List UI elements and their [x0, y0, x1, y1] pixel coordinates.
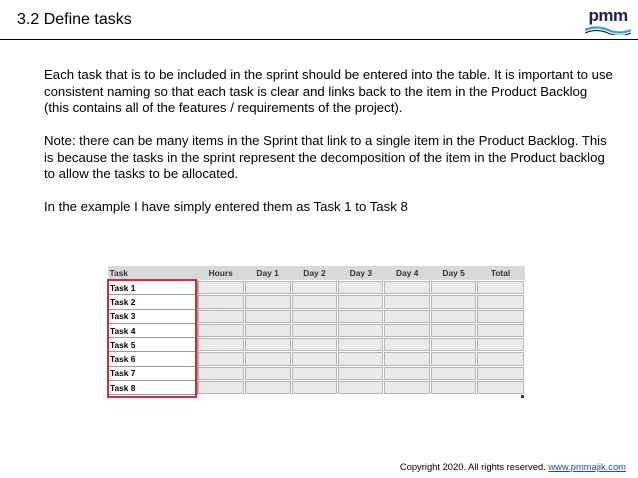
data-cell[interactable]	[477, 295, 525, 309]
data-cell[interactable]	[291, 309, 338, 323]
data-cell[interactable]	[197, 338, 244, 352]
column-header-day-2: Day 2	[291, 266, 338, 281]
selection-handle[interactable]	[521, 395, 524, 398]
pmm-logo	[583, 6, 633, 36]
task-name-cell[interactable]: Task 2	[108, 295, 198, 309]
data-cell[interactable]	[384, 338, 431, 352]
data-cell[interactable]	[291, 281, 338, 295]
data-cell[interactable]	[197, 381, 244, 395]
data-cell[interactable]	[338, 281, 384, 295]
column-header-day-1: Day 1	[244, 266, 291, 281]
data-cell[interactable]	[197, 323, 244, 337]
data-cell[interactable]	[338, 338, 384, 352]
data-cell[interactable]	[244, 366, 291, 380]
data-cell[interactable]	[384, 281, 431, 295]
data-cell[interactable]	[477, 352, 525, 366]
data-cell[interactable]	[431, 338, 477, 352]
data-cell[interactable]	[384, 309, 431, 323]
task-name-cell[interactable]: Task 8	[108, 381, 198, 395]
column-header-day-4: Day 4	[384, 266, 431, 281]
data-cell[interactable]	[431, 281, 477, 295]
task-name-cell[interactable]: Task 1	[108, 281, 198, 295]
data-cell[interactable]	[244, 323, 291, 337]
data-cell[interactable]	[338, 309, 384, 323]
data-cell[interactable]	[338, 352, 384, 366]
data-cell[interactable]	[197, 309, 244, 323]
data-cell[interactable]	[197, 366, 244, 380]
data-cell[interactable]	[291, 352, 338, 366]
data-cell[interactable]	[244, 352, 291, 366]
header-divider	[0, 39, 638, 40]
data-cell[interactable]	[291, 323, 338, 337]
data-cell[interactable]	[477, 323, 525, 337]
data-cell[interactable]	[291, 338, 338, 352]
data-cell[interactable]	[197, 295, 244, 309]
data-cell[interactable]	[384, 381, 431, 395]
data-cell[interactable]	[431, 366, 477, 380]
slide-title: 3.2 Define tasks	[17, 11, 132, 28]
paragraph-example: In the example I have simply entered them as Task 1 to Task 8	[44, 199, 408, 214]
column-header-total: Total	[477, 266, 525, 281]
column-header-hours: Hours	[197, 266, 244, 281]
data-cell[interactable]	[338, 381, 384, 395]
data-cell[interactable]	[244, 281, 291, 295]
data-cell[interactable]	[384, 323, 431, 337]
task-column-highlight	[107, 279, 197, 398]
logo-text: pmm	[588, 6, 628, 25]
data-cell[interactable]	[431, 309, 477, 323]
data-cell[interactable]	[384, 295, 431, 309]
data-cell[interactable]	[244, 309, 291, 323]
task-name-cell[interactable]: Task 7	[108, 366, 198, 380]
task-name-cell[interactable]: Task 5	[108, 338, 198, 352]
footer	[400, 461, 626, 472]
data-cell[interactable]	[431, 352, 477, 366]
task-name-cell[interactable]: Task 4	[108, 323, 198, 337]
data-cell[interactable]	[244, 381, 291, 395]
data-cell[interactable]	[291, 366, 338, 380]
column-header-day-3: Day 3	[338, 266, 384, 281]
data-cell[interactable]	[291, 295, 338, 309]
data-cell[interactable]	[384, 352, 431, 366]
website-link[interactable]: www.pmmajik.com	[548, 461, 626, 472]
data-cell[interactable]	[291, 381, 338, 395]
data-cell[interactable]	[477, 338, 525, 352]
data-cell[interactable]	[338, 323, 384, 337]
data-cell[interactable]	[431, 381, 477, 395]
column-header-task: Task	[108, 266, 198, 281]
task-name-cell[interactable]: Task 3	[108, 309, 198, 323]
data-cell[interactable]	[197, 352, 244, 366]
data-cell[interactable]	[244, 338, 291, 352]
data-cell[interactable]	[197, 281, 244, 295]
body-text	[44, 67, 614, 232]
data-cell[interactable]	[477, 281, 525, 295]
task-name-cell[interactable]: Task 6	[108, 352, 198, 366]
paragraph-note: Note: there can be many items in the Sprint that link to a single item in the Product Backlog. This is because the tasks in the sprint represent the decomposition of the item in the Product backlog to allow the tasks to be allocated.	[44, 133, 607, 181]
data-cell[interactable]	[384, 366, 431, 380]
copyright-text: Copyright 2020. All rights reserved.	[399, 461, 549, 472]
column-header-day-5: Day 5	[431, 266, 477, 281]
data-cell[interactable]	[477, 381, 525, 395]
data-cell[interactable]	[477, 309, 525, 323]
logo-wave-icon	[585, 25, 631, 35]
data-cell[interactable]	[338, 366, 384, 380]
data-cell[interactable]	[431, 295, 477, 309]
data-cell[interactable]	[338, 295, 384, 309]
paragraph-intro: Each task that is to be included in the sprint should be entered into the table. It is important to use consistent naming so that each task is clear and links back to the item in the Product Backlog (this contains all of the features / requirements of the project).	[44, 67, 613, 115]
data-cell[interactable]	[244, 295, 291, 309]
data-cell[interactable]	[431, 323, 477, 337]
data-cell[interactable]	[477, 366, 525, 380]
